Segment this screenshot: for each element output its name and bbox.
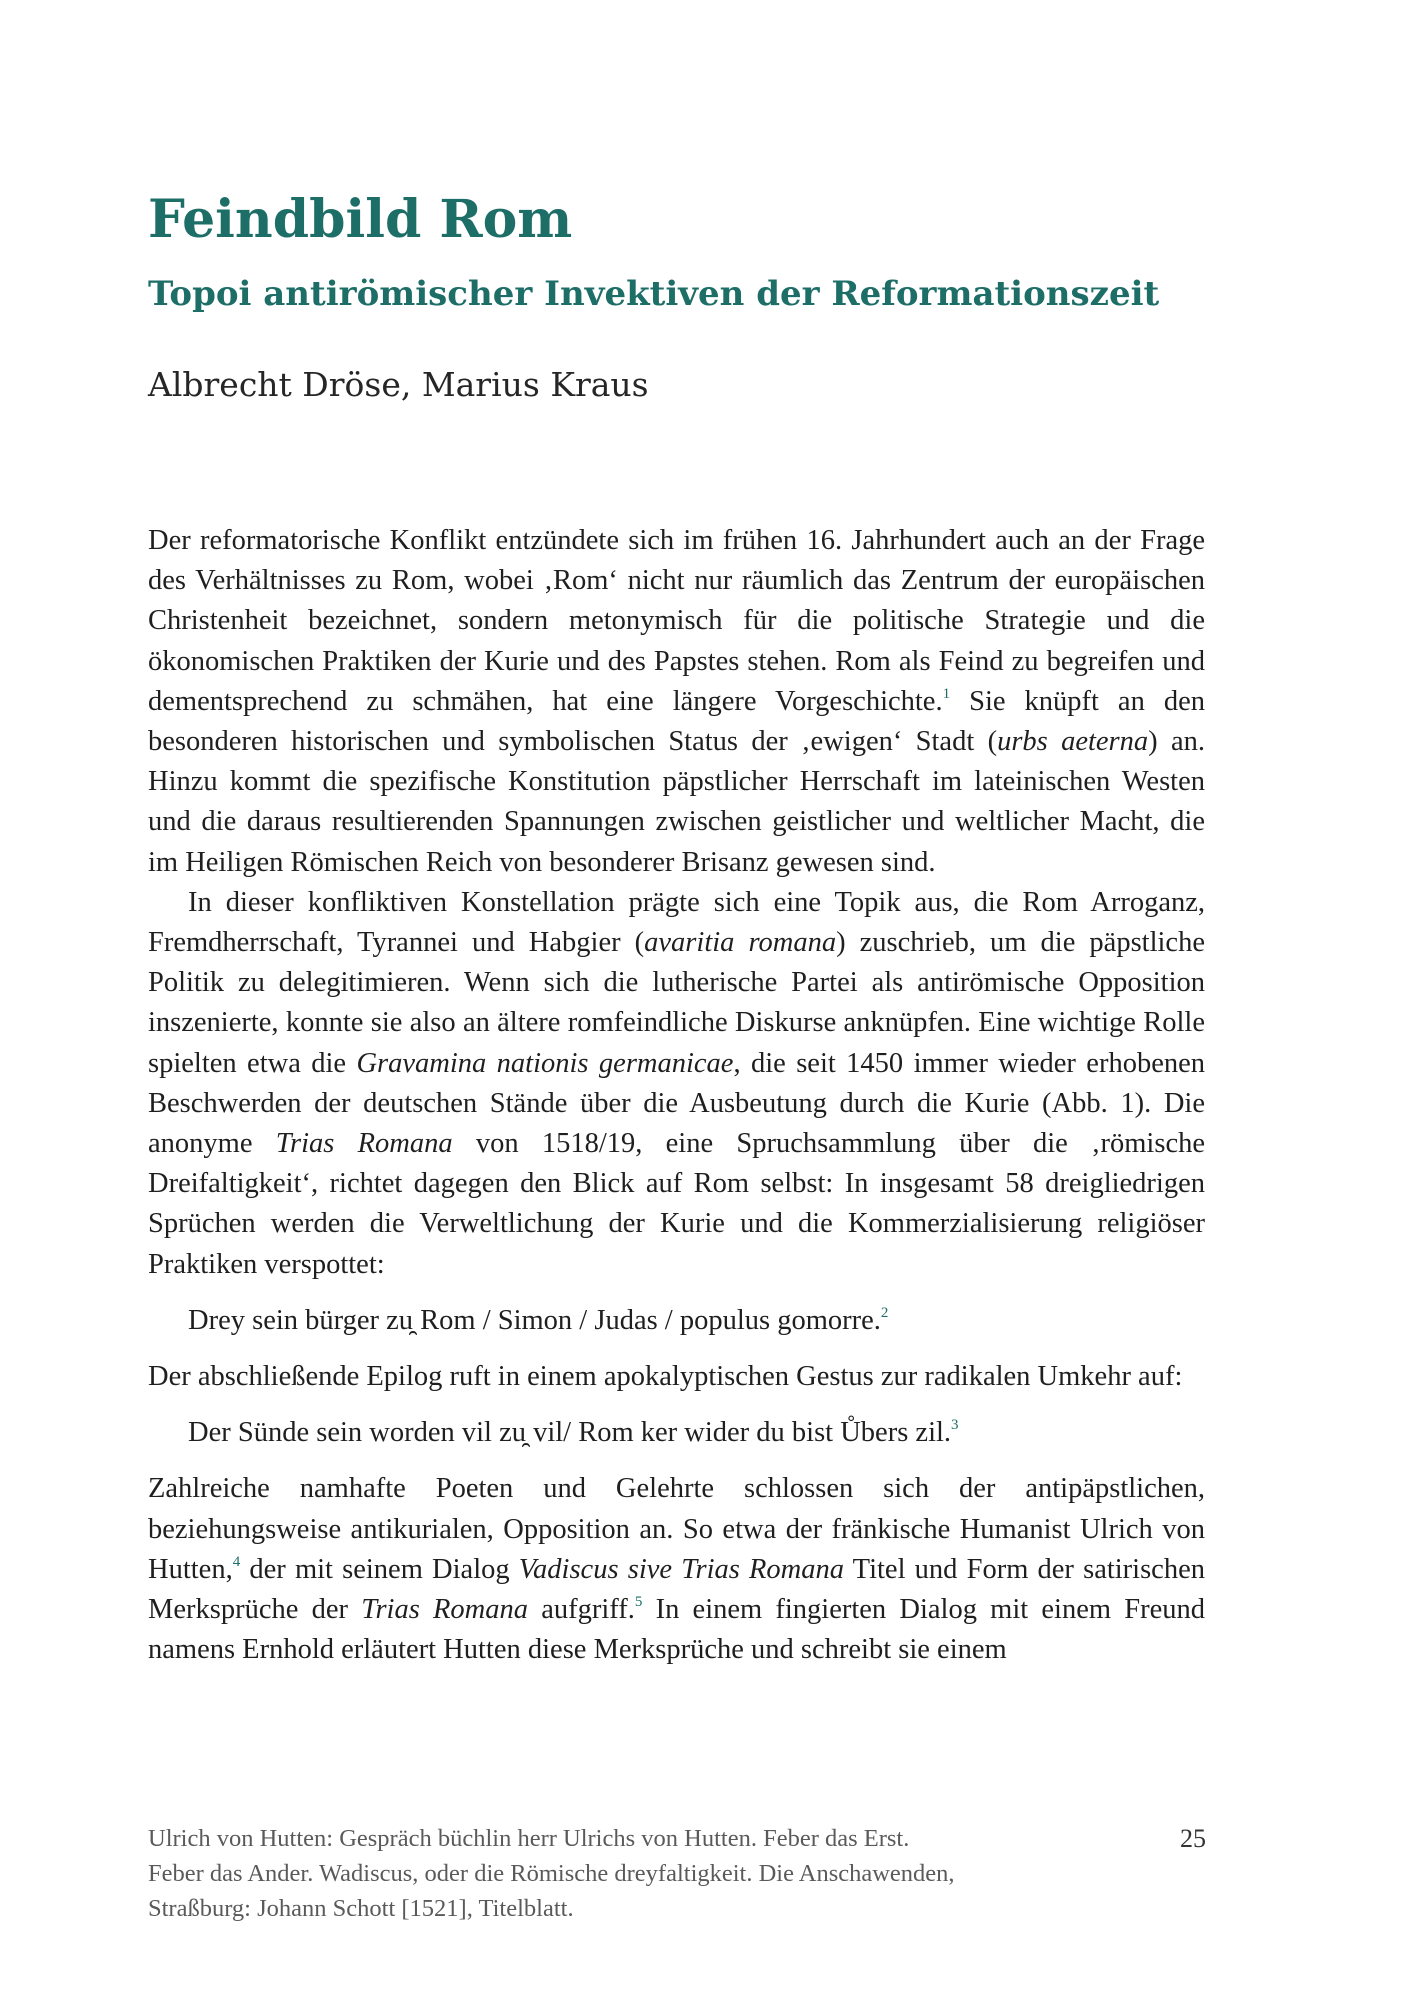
- work-title: Vadiscus sive Trias Romana: [518, 1553, 845, 1585]
- article-subtitle: Topoi antirömischer Invektiven der Reformationszeit: [148, 274, 1160, 314]
- block-quote-2: Der Sünde sein worden vil zu̯ vil/ Rom ker wider du bist Ůbers zil.$^3$: [188, 1417, 959, 1449]
- paragraph-4: Zahlreiche namhafte Poeten und Gelehrte schlossen sich der antipäpstlichen, beziehungsweise antikurialen, Opposition an. So etwa der fränkische Humanist Ulrich von Hutten,$^4$ der mit seinem Dialog Vadiscus sive Trias Romana Titel und Form der satirischen Merksprüche der Trias Romana aufgriff.$^5$ In einem fingierten Dialog mit einem Freund namens Ernhold erläutert Hutten diese Merksprüche und schreibt sie einem: [148, 1473, 1205, 1666]
- article-title: Feindbild Rom: [148, 189, 573, 250]
- figure-caption: [148, 1821, 1008, 1926]
- work-title: Gravamina nationis germanicae: [356, 1047, 734, 1079]
- latin-term: avaritia romana: [644, 927, 837, 959]
- footnote-ref-4[interactable]: 4: [232, 1553, 241, 1570]
- paragraph-3: Der abschließende Epilog ruft in einem apokalyptischen Gestus zur radikalen Umkehr auf:: [148, 1361, 1183, 1393]
- caption-line: Feber das Ander. Wadiscus, oder die Römische dreyfaltigkeit. Die Anschawenden,: [148, 1860, 955, 1887]
- caption-line: Straßburg: Johann Schott [1521], Titelblatt.: [148, 1895, 574, 1922]
- footnote-ref-1[interactable]: 1: [942, 685, 951, 702]
- paragraph-2: In dieser konfliktiven Konstellation prägte sich eine Topik aus, die Rom Arroganz, Fremdherrschaft, Tyrannei und Habgier (avaritia romana) zuschrieb, um die päpstliche Politik zu delegitimieren. Wenn sich die lutherische Partei als antirömische Opposition inszenierte, konnte sie also an ältere romfeindliche Diskurse anknüpfen. Eine wichtige Rolle spielten etwa die Gravamina nationis germanicae, die seit 1450 immer wieder erhobenen Beschwerden der deutschen Stände über die Ausbeutung durch die Kurie (Abb. 1). Die anonyme Trias Romana von 1518/19, eine Spruchsammlung über die ‚römische Dreifaltigkeit‘, richtet dagegen den Blick auf Rom selbst: In insgesamt 58 dreigliedrigen Sprüchen werden die Verweltlichung der Kurie und die Kommerzialisierung religiöser Praktiken verspottet:: [148, 886, 1205, 1280]
- footnote-ref-3[interactable]: 3: [951, 1417, 959, 1434]
- footnote-ref-2[interactable]: 2: [880, 1304, 889, 1321]
- footnote-ref-5[interactable]: 5: [634, 1594, 643, 1611]
- paragraph-1: Der reformatorische Konflikt entzündete sich im frühen 16. Jahrhundert auch an der Frage des Verhältnisses zu Rom, wobei ‚Rom‘ nicht nur räumlich das Zentrum der europäischen Christenheit bezeichnet, sondern metonymisch für die politische Strategie und die ökonomischen Praktiken der Kurie und des Papstes stehen. Rom als Feind zu begreifen und dementsprechend zu schmähen, hat eine längere Vorgeschichte.$^1$ Sie knüpft an den besonderen historischen und symbolischen Status der ‚ewigen‘ Stadt (urbs aeterna) an. Hinzu kommt die spezifische Konstitution päpstlicher Herrschaft im lateinischen Westen und die daraus resultierenden Spannungen zwischen geistlicher und weltlicher Macht, die im Heiligen Römischen Reich von besonderer Brisanz gewesen sind.: [148, 525, 1206, 878]
- article-body: [148, 521, 1205, 1670]
- work-title: Trias Romana: [361, 1594, 529, 1626]
- authors: Albrecht Dröse, Marius Kraus: [148, 365, 649, 404]
- latin-term: urbs aeterna: [997, 726, 1149, 758]
- page-number: 25: [1180, 1824, 1206, 1853]
- work-title: Trias Romana: [275, 1128, 453, 1160]
- caption-line: Ulrich von Hutten: Gespräch büchlin herr Ulrichs von Hutten. Feber das Erst.: [148, 1825, 910, 1852]
- block-quote-1: Drey sein bürger zu̯ Rom / Simon / Judas / populus gomorre.$^2$: [188, 1304, 889, 1336]
